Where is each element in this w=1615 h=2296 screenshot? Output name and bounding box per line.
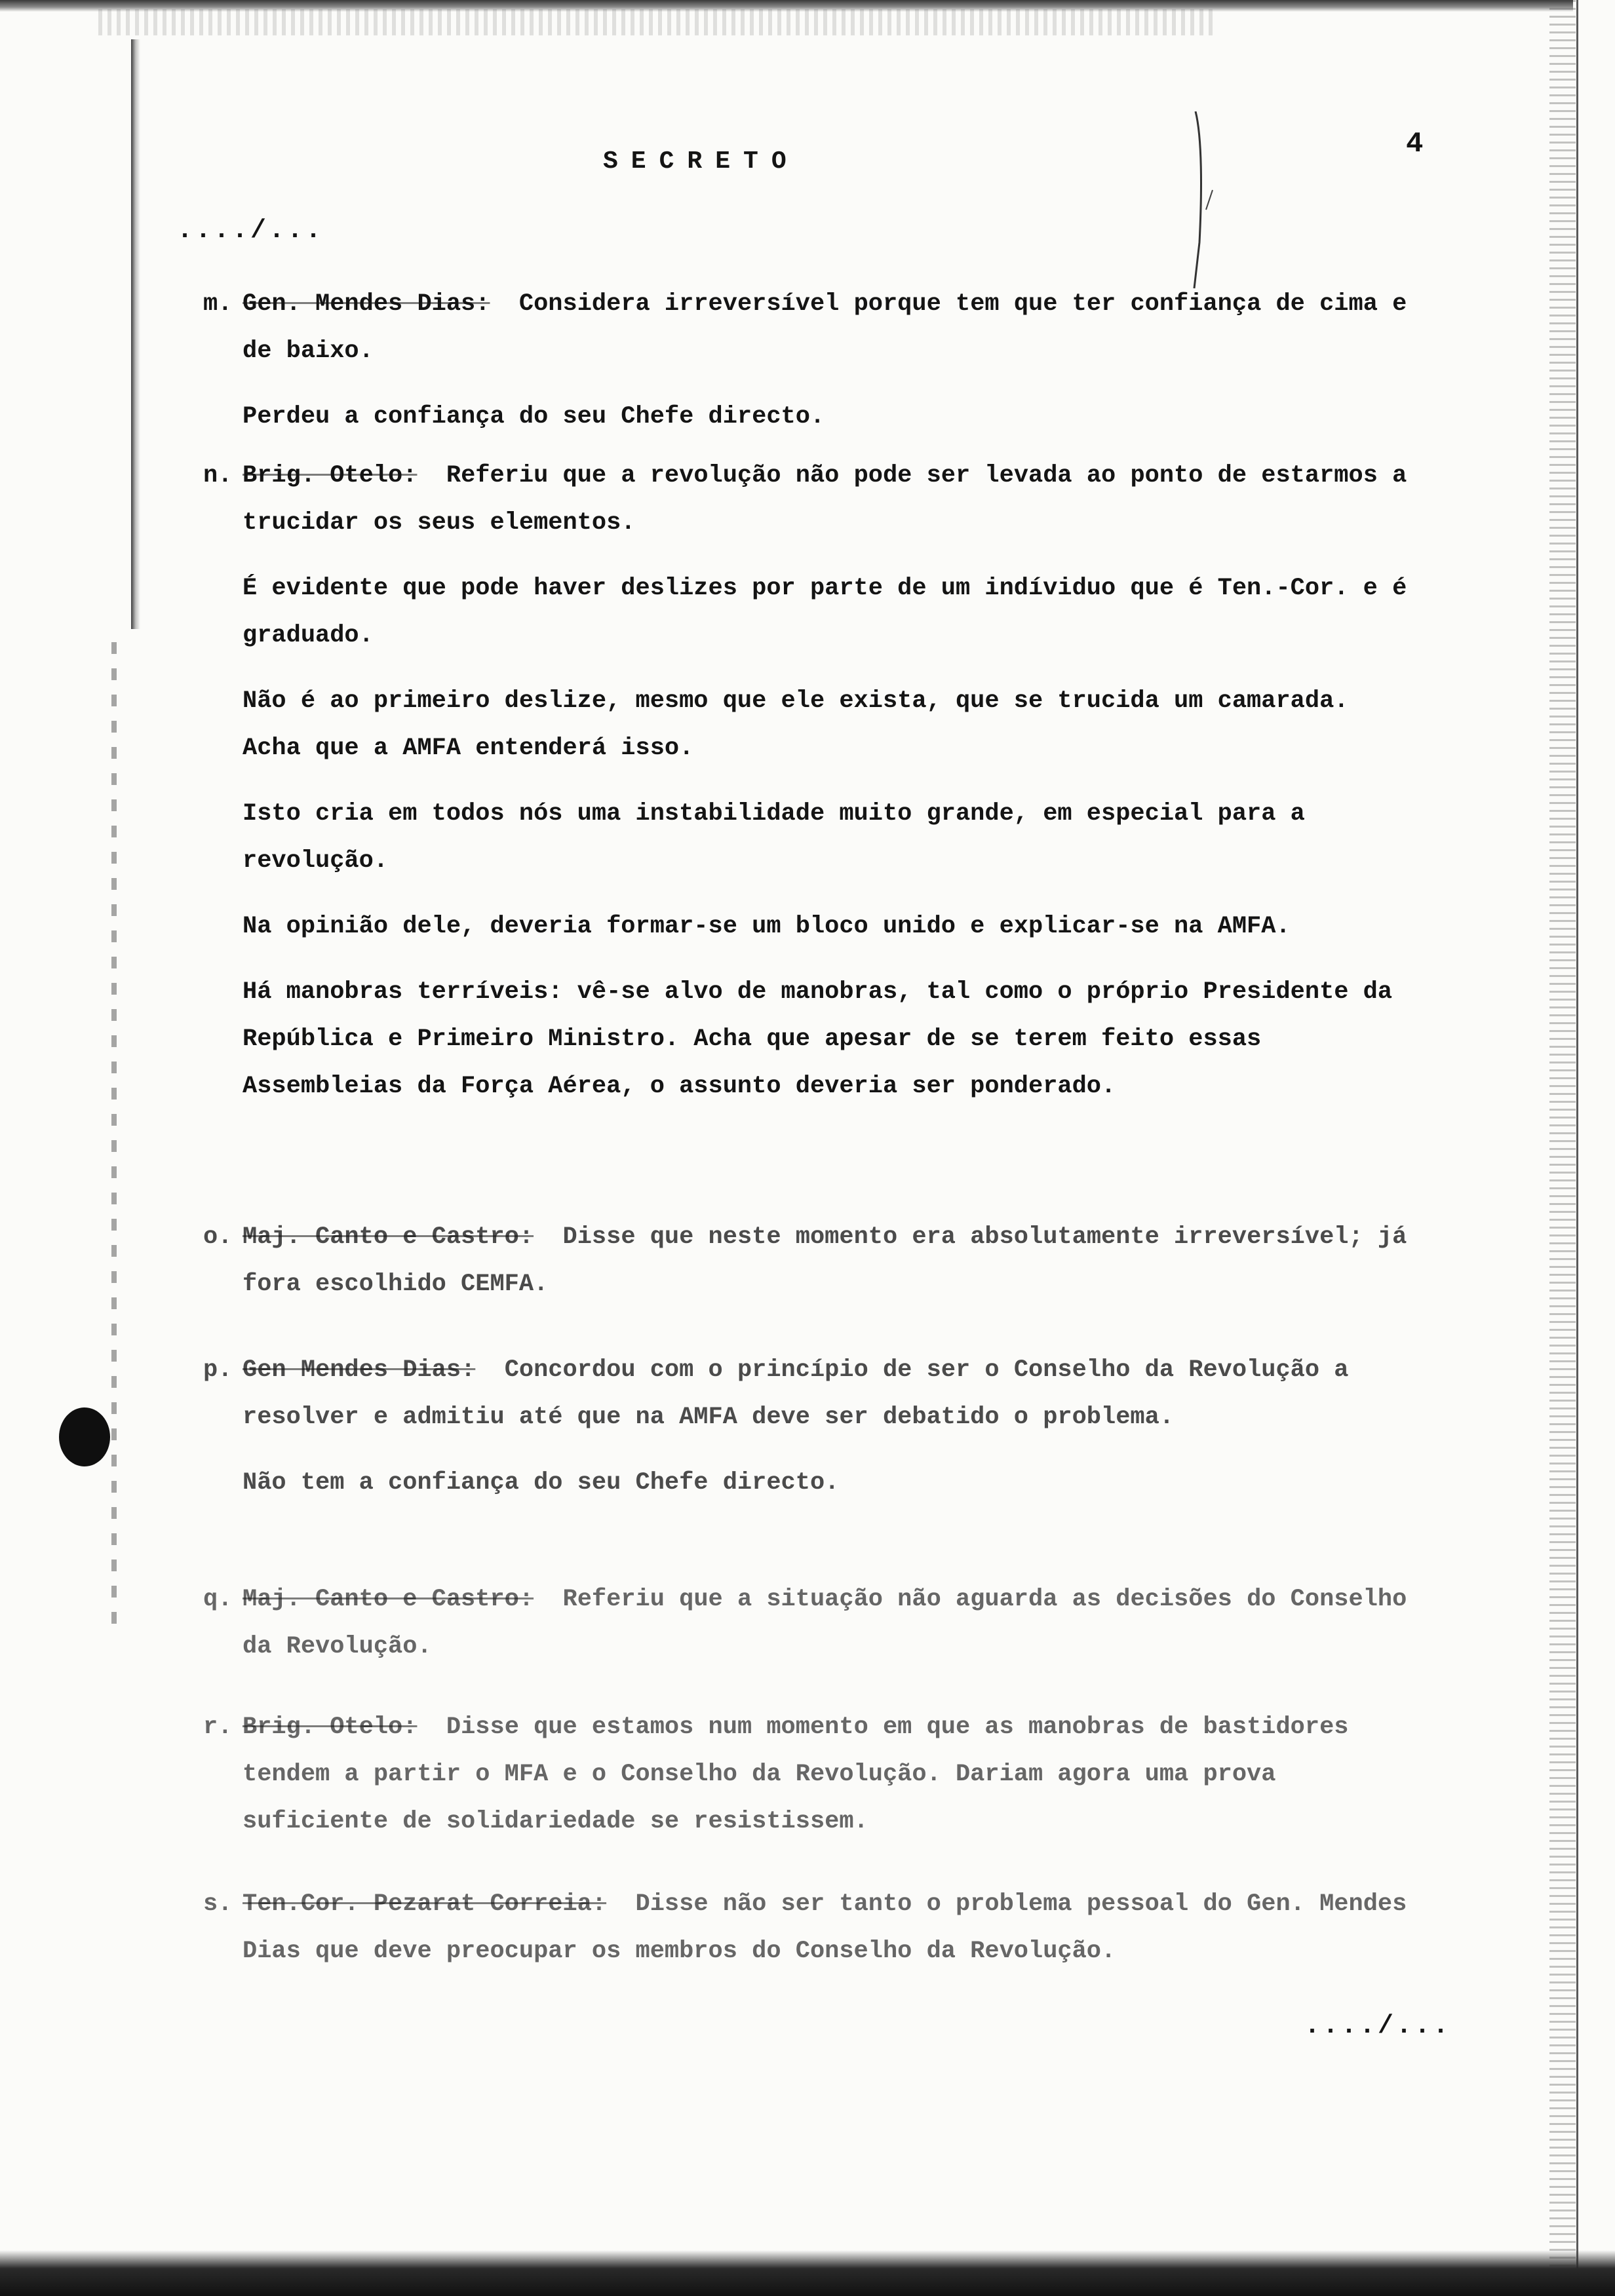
minutes-item-q: [203, 1576, 1409, 1670]
scan-noise-right: [1549, 0, 1576, 2296]
paragraph-text: Disse que neste momento era absolutamente irreversível; já fora escolhido CEMFA.: [243, 1223, 1407, 1298]
item-paragraph: [243, 1704, 1409, 1845]
speaker-name: Brig. Otelo:: [243, 462, 418, 489]
item-paragraph: Há manobras terríveis: vê-se alvo de manobras, tal como o próprio Presidente da República e Primeiro Ministro. Acha que apesar de se terem feito essas Assembleias da Força Aérea, o assunto deveria ser ponderado.: [243, 978, 1393, 1100]
item-paragraph: [243, 1214, 1409, 1308]
scan-edge-left-lower: [111, 642, 117, 1625]
paragraph-text: Concordou com o princípio de ser o Conselho da Revolução a resolver e admitiu até que na AMFA deve ser debatido o problema.: [243, 1356, 1349, 1431]
speaker-name: Gen. Mendes Dias:: [243, 290, 490, 318]
speaker-name: Maj. Canto e Castro:: [243, 1223, 534, 1251]
item-paragraph: Não tem a confiança do seu Chefe directo.: [243, 1469, 840, 1497]
scan-edge-left: [131, 39, 140, 629]
classification-header: SECRETO: [603, 147, 800, 176]
item-paragraph: [243, 1347, 1409, 1441]
item-paragraph: [243, 1881, 1409, 1975]
speaker-name: Ten.Cor. Pezarat Correia:: [243, 1890, 607, 1918]
minutes-item-n: [203, 452, 1409, 1110]
item-paragraph: Na opinião dele, deveria formar-se um bloco unido e explicar-se na AMFA.: [243, 913, 1291, 940]
minutes-item-s: [203, 1881, 1409, 1975]
minutes-item-m: [203, 280, 1409, 440]
item-paragraph: Perdeu a confiança do seu Chefe directo.: [243, 403, 825, 430]
minutes-item-o: [203, 1214, 1409, 1308]
item-paragraph: Isto cria em todos nós uma instabilidade muito grande, em especial para a revolução.: [243, 800, 1305, 875]
speaker-name: Gen Mendes Dias:: [243, 1356, 476, 1384]
paragraph-text: Considera irreversível porque tem que ter confiança de cima e de baixo.: [243, 290, 1407, 365]
paragraph-text: Disse não ser tanto o problema pessoal do Gen. Mendes Dias que deve preocupar os membros do Conselho da Revolução.: [243, 1890, 1407, 1965]
item-letter: s.: [203, 1890, 233, 1918]
continuation-marker-top: ..../...: [177, 216, 324, 246]
page-number: 4: [1406, 128, 1424, 161]
item-paragraph: É evidente que pode haver deslizes por parte de um indíviduo que é Ten.-Cor. e é graduado.: [243, 575, 1407, 649]
minutes-item-p: [203, 1347, 1409, 1506]
pen-mark: [1193, 111, 1219, 295]
item-paragraph: Não é ao primeiro deslize, mesmo que ele exista, que se trucida um camarada. Acha que a AMFA entenderá isso.: [243, 687, 1349, 762]
item-letter: q.: [203, 1586, 233, 1613]
continuation-marker-bottom: ..../...: [1304, 2012, 1452, 2041]
scan-edge-right: [1576, 0, 1578, 2296]
paragraph-text: Referiu que a situação não aguarda as decisões do Conselho da Revolução.: [243, 1586, 1407, 1660]
item-letter: o.: [203, 1223, 233, 1251]
item-paragraph: [243, 452, 1409, 546]
scan-noise-top: [98, 9, 1213, 35]
speaker-name: Brig. Otelo:: [243, 1713, 418, 1741]
item-paragraph: [243, 1576, 1409, 1670]
item-letter: p.: [203, 1356, 233, 1384]
paragraph-text: Disse que estamos num momento em que as manobras de bastidores tendem a partir o MFA e o Conselho da Revolução. Dariam agora uma prova suficiente de solidariedade se resistissem.: [243, 1713, 1349, 1835]
minutes-item-r: [203, 1704, 1409, 1845]
item-letter: n.: [203, 462, 233, 489]
item-letter: m.: [203, 290, 233, 318]
scan-edge-bottom: [0, 2250, 1615, 2296]
paragraph-text: Referiu que a revolução não pode ser levada ao ponto de estarmos a trucidar os seus elementos.: [243, 462, 1407, 537]
punch-hole: [59, 1407, 110, 1466]
item-letter: r.: [203, 1713, 233, 1741]
item-paragraph: [243, 280, 1409, 375]
speaker-name: Maj. Canto e Castro:: [243, 1586, 534, 1613]
